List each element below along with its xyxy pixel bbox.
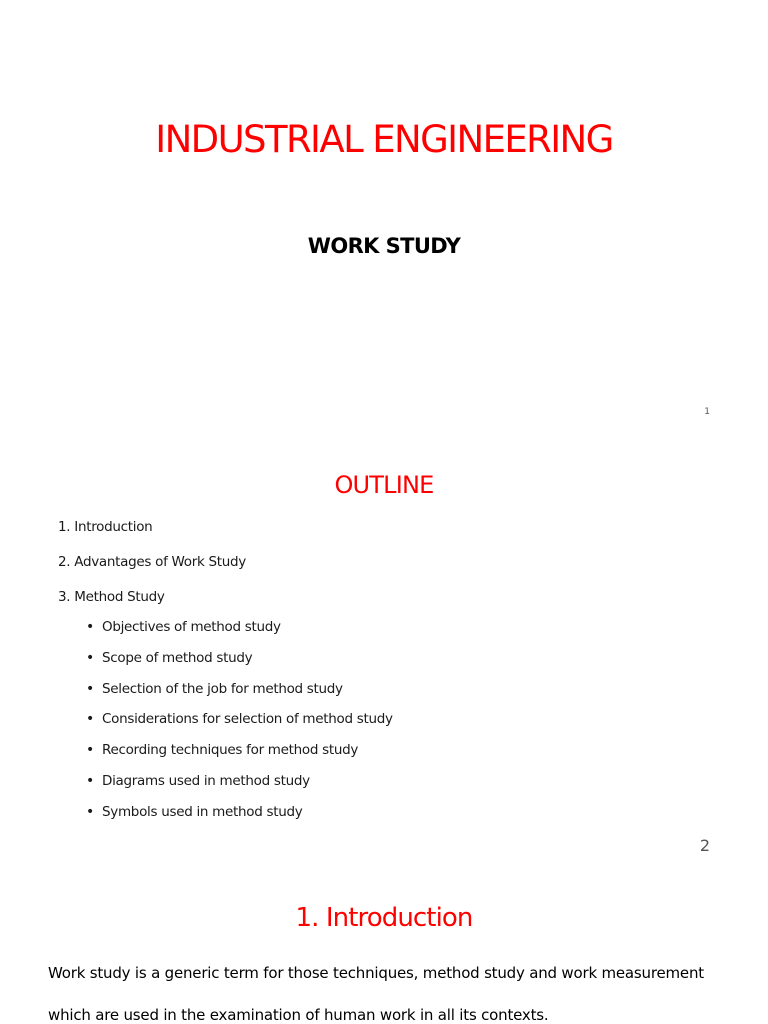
sublist-item-label: Considerations for selection of method study (102, 711, 393, 728)
method-study-sublist (86, 619, 393, 835)
sublist-item-label: Diagrams used in method study (102, 772, 310, 789)
page-number: 1 (704, 407, 710, 417)
slide-title (0, 0, 768, 430)
sublist-item-label: Recording techniques for method study (102, 742, 359, 759)
sublist-item-label: Symbols used in method study (102, 803, 303, 820)
sublist-item (86, 804, 393, 835)
bullet-icon: • (86, 772, 94, 789)
sublist-item (86, 711, 393, 742)
sublist-item-label: Selection of the job for method study (102, 680, 343, 697)
sublist-item-label: Scope of method study (102, 649, 253, 666)
slide-outline (0, 430, 768, 870)
bullet-icon: • (86, 680, 94, 697)
introduction-heading: 1. Introduction (295, 903, 473, 933)
bullet-icon: • (86, 619, 94, 635)
sublist-item (86, 742, 393, 773)
outline-item: 3. Method Study (58, 589, 165, 605)
sublist-item (86, 773, 393, 804)
slide-subtitle: WORK STUDY (307, 234, 461, 258)
bullet-icon: • (86, 649, 94, 666)
bullet-icon: • (86, 803, 94, 820)
page-number: 2 (699, 836, 710, 855)
outline-item: 1. Introduction (58, 519, 153, 535)
sublist-item (86, 681, 393, 712)
slide-title-heading: INDUSTRIAL ENGINEERING (155, 118, 613, 161)
sublist-item-label: Objectives of method study (102, 619, 281, 635)
bullet-icon: • (86, 711, 94, 728)
sublist-item (86, 619, 393, 650)
outline-heading: OUTLINE (334, 471, 434, 499)
introduction-body-line: which are used in the examination of human work in all its contexts. (48, 1006, 549, 1024)
sublist-item (86, 650, 393, 681)
introduction-body-line: Work study is a generic term for those techniques, method study and work measurement (48, 964, 704, 982)
bullet-icon: • (86, 742, 94, 759)
slide-introduction (0, 870, 768, 1024)
outline-item: 2. Advantages of Work Study (58, 554, 246, 570)
outline-list (58, 519, 246, 624)
